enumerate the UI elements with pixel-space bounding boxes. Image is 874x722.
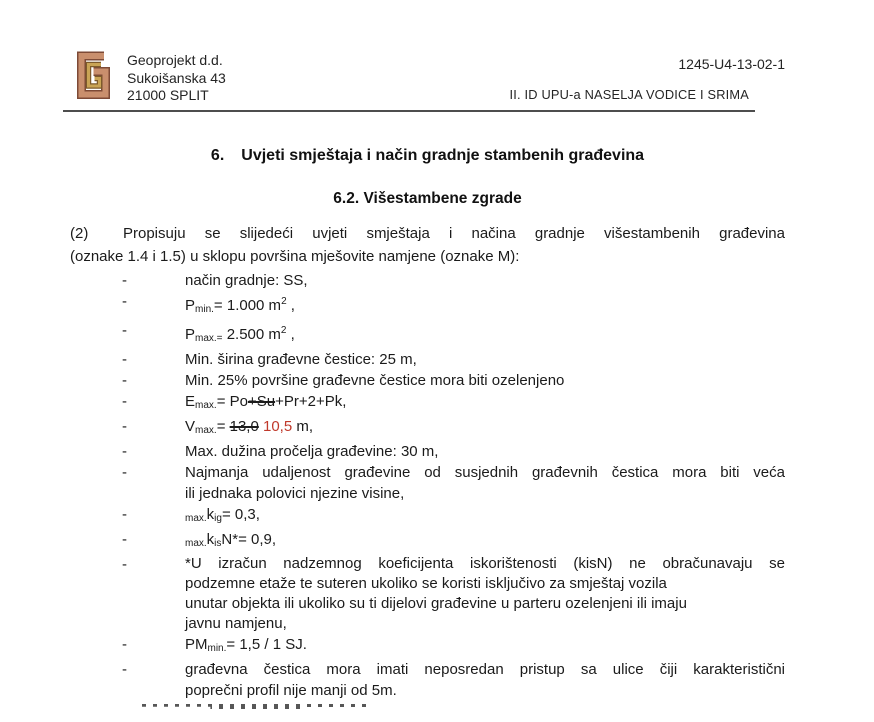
document-body — [70, 146, 785, 709]
text-segment: ili jednaka polovici njezine visine, — [185, 485, 405, 502]
text-segment: +Su — [247, 393, 276, 410]
list-item-content — [185, 554, 785, 634]
list-item — [70, 529, 785, 554]
list-item-content — [185, 416, 785, 441]
list-item-content — [185, 391, 785, 416]
list-item — [70, 320, 785, 349]
list-item — [70, 416, 785, 441]
paragraph-line — [70, 245, 785, 268]
text-line — [185, 504, 785, 529]
conditions-bullet-list — [70, 270, 785, 701]
list-item-content — [185, 291, 785, 320]
text-segment: 2.500 m — [222, 326, 281, 343]
text-segment: ig — [214, 513, 222, 524]
text-segment: , — [286, 326, 295, 343]
bullet-dash: - — [122, 506, 127, 523]
text-segment: Propisuju se slijedeći uvjeti smještaja i načina gradnje višestambenih građevina — [123, 225, 785, 242]
text-segment: k — [206, 506, 215, 523]
list-item — [70, 659, 785, 701]
text-line — [185, 291, 785, 320]
text-segment: max.= — [195, 333, 223, 344]
bullet-dash: - — [122, 661, 127, 678]
document-reference-number: 1245-U4-13-02-1 — [678, 56, 785, 72]
company-name: Geoprojekt d.d. — [127, 52, 223, 68]
cropped-text-fragment — [142, 704, 370, 709]
geoprojekt-logo-icon — [74, 51, 112, 100]
text-segment: Najmanja udaljenost građevine od susjednih građevnih čestica mora biti veća — [185, 464, 785, 481]
text-segment: Min. 25% površine građevne čestice mora biti ozelenjeno — [185, 372, 565, 389]
text-line — [185, 554, 785, 574]
list-item — [70, 554, 785, 634]
text-segment: PM — [185, 636, 208, 653]
text-segment: N*= 0,9, — [221, 531, 277, 548]
text-segment: k — [206, 531, 215, 548]
company-street: Sukoišanska 43 — [127, 69, 226, 86]
text-line — [185, 634, 785, 659]
text-segment: (oznake 1.4 i 1.5) u sklopu površina mješovite namjene (oznake M): — [70, 248, 520, 265]
list-item — [70, 634, 785, 659]
bullet-dash: - — [122, 272, 127, 289]
list-item-content — [185, 270, 785, 291]
company-address-block — [127, 52, 226, 105]
text-segment: Max. dužina pročelja građevine: 30 m, — [185, 443, 439, 460]
text-segment: P — [185, 297, 196, 314]
text-line — [185, 680, 785, 701]
list-item-content — [185, 320, 785, 349]
text-segment: poprečni profil nije manji od 5m. — [185, 682, 397, 699]
text-segment: P — [185, 326, 196, 343]
text-segment: javnu namjenu, — [185, 615, 287, 632]
text-segment: max. — [185, 538, 207, 549]
text-segment: *U izračun nadzemnog koeficijenta iskorištenosti (kisN) ne obračunavaju se — [185, 555, 785, 572]
text-segment: Min. širina građevne čestice: 25 m, — [185, 351, 417, 368]
list-item — [70, 291, 785, 320]
text-line — [185, 320, 785, 349]
bullet-dash: - — [122, 636, 127, 653]
text-line — [185, 483, 785, 504]
list-item-content — [185, 504, 785, 529]
section-title-text: Uvjeti smještaja i način gradnje stambenih građevina — [241, 147, 645, 164]
list-item-content — [185, 462, 785, 504]
text-segment: 10,5 — [263, 418, 293, 435]
list-item-content — [185, 529, 785, 554]
bullet-dash: - — [122, 351, 127, 368]
document-project-title: II. ID UPU-a NASELJA VODICE I SRIMA — [509, 87, 749, 102]
text-segment: način gradnje: SS, — [185, 272, 308, 289]
text-line — [185, 416, 785, 441]
subsection-title: 6.2. Višestambene zgrade — [333, 190, 522, 207]
text-segment: unutar objekta ili ukoliko su ti dijelovi građevine u parteru ozelenjeni ili imaju — [185, 595, 687, 612]
bullet-dash: - — [122, 293, 127, 310]
text-segment: m, — [292, 418, 314, 435]
text-line — [185, 462, 785, 483]
text-segment: = Po — [216, 393, 248, 410]
list-item — [70, 349, 785, 370]
text-segment: = 0,3, — [221, 506, 260, 523]
list-item — [70, 370, 785, 391]
list-item — [70, 504, 785, 529]
list-item — [70, 391, 785, 416]
text-segment: = 1.000 m — [213, 297, 282, 314]
text-segment: 2 — [280, 325, 287, 336]
bullet-dash: - — [122, 556, 127, 573]
list-item-content — [185, 349, 785, 370]
text-segment: min. — [207, 643, 227, 654]
text-line — [185, 574, 785, 594]
bullet-dash: - — [122, 464, 127, 481]
company-city: 21000 SPLIT — [127, 87, 209, 103]
paragraph-2 — [70, 222, 785, 268]
paragraph-line — [70, 222, 785, 245]
bullet-dash: - — [122, 418, 127, 435]
list-item-content — [185, 370, 785, 391]
text-line — [185, 614, 785, 634]
bullet-dash: - — [122, 531, 127, 548]
text-line — [185, 370, 785, 391]
bullet-dash: - — [122, 393, 127, 410]
text-segment: +Pr+2+Pk, — [275, 393, 347, 410]
header-divider-line — [63, 110, 755, 112]
list-item-content — [185, 659, 785, 701]
text-segment: građevna čestica mora imati neposredan pristup sa ulice čiji karakteristični — [185, 661, 785, 678]
text-segment: = — [216, 418, 230, 435]
section-title — [70, 146, 785, 166]
list-item — [70, 270, 785, 291]
list-item-content — [185, 634, 785, 659]
text-segment: max. — [195, 400, 217, 411]
text-segment: is — [214, 538, 222, 549]
text-segment: max. — [195, 425, 217, 436]
text-segment: = 1,5 / 1 SJ. — [226, 636, 307, 653]
text-line — [185, 529, 785, 554]
text-segment: min. — [195, 304, 214, 315]
bullet-dash: - — [122, 443, 127, 460]
bullet-dash: - — [122, 372, 127, 389]
text-line — [185, 349, 785, 370]
text-line — [185, 659, 785, 680]
text-segment: V — [185, 418, 196, 435]
list-item — [70, 462, 785, 504]
paragraph-number: (2) — [70, 225, 89, 242]
bullet-dash: - — [122, 322, 127, 339]
text-segment: , — [286, 297, 295, 314]
text-segment: max. — [185, 513, 207, 524]
text-segment: E — [185, 393, 196, 410]
text-segment: 2 — [281, 296, 287, 307]
text-line — [185, 391, 785, 416]
text-segment: podzemne etaže te suteren ukoliko se koristi isključivo za smještaj vozila — [185, 575, 667, 592]
text-line — [185, 594, 785, 614]
text-segment: 13,0 — [229, 418, 259, 435]
section-number: 6. — [210, 147, 225, 164]
text-line — [185, 441, 785, 462]
text-line — [185, 270, 785, 291]
list-item-content — [185, 441, 785, 462]
list-item — [70, 441, 785, 462]
